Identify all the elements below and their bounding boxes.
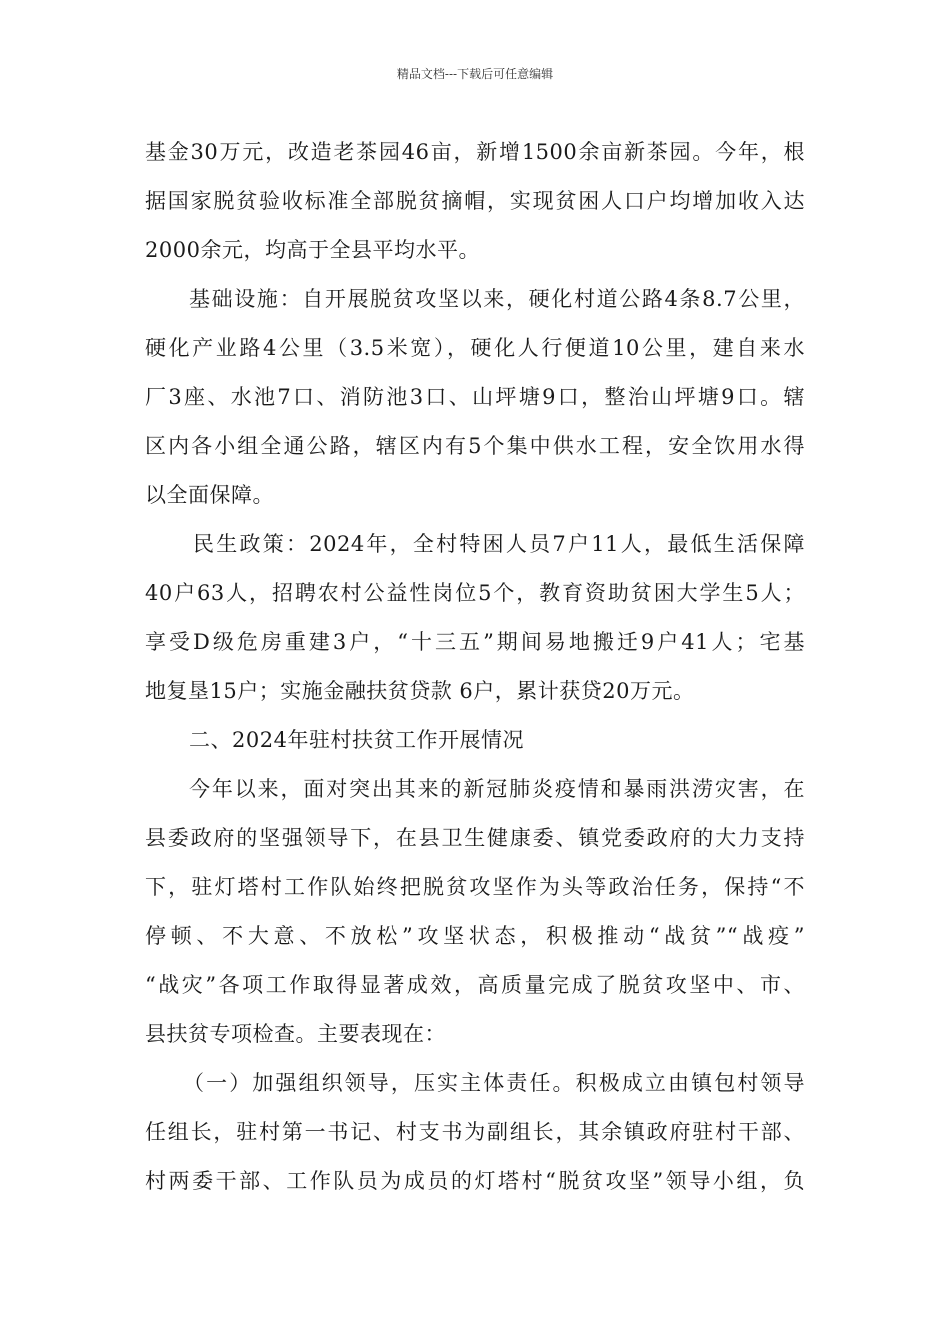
text-line: 厂3座、水池7口、消防池3口、山坪塘9口，整治山坪塘9口。辖 — [145, 385, 805, 409]
section-title: 二、2024年驻村扶贫工作开展情况 — [189, 728, 524, 752]
text-line: 基础设施：自开展脱贫攻坚以来，硬化村道公路4条8.7公里， — [189, 287, 805, 311]
text-line: 停顿、不大意、不放松”攻坚状态，积极推动“战贫”“战疫” — [145, 924, 805, 948]
text-line: 县委政府的坚强领导下，在县卫生健康委、镇党委政府的大力支持 — [145, 826, 805, 850]
text-line: 基金30万元，改造老茶园46亩，新增1500余亩新茶园。今年，根 — [145, 140, 805, 164]
text-line: （一）加强组织领导，压实主体责任。积极成立由镇包村领导 — [183, 1071, 805, 1095]
text-line: 区内各小组全通公路，辖区内有5个集中供水工程，安全饮用水得 — [145, 434, 805, 458]
page-header: 精品文档---下载后可任意编辑 — [396, 67, 554, 81]
paragraph-organization — [145, 1059, 805, 1206]
text-line: 40户63人，招聘农村公益性岗位5个，教育资助贫困大学生5人； — [145, 581, 805, 605]
paragraph-work-overview — [145, 765, 805, 1059]
paragraph-infrastructure — [145, 275, 805, 520]
text-line: 村两委干部、工作队员为成员的灯塔村“脱贫攻坚”领导小组，负 — [145, 1169, 805, 1193]
text-line: 以全面保障。 — [145, 483, 274, 507]
document-body — [145, 128, 805, 1206]
paragraph-tea-garden — [145, 128, 805, 275]
text-line: 2000余元，均高于全县平均水平。 — [145, 238, 480, 262]
text-line: “战灾”各项工作取得显著成效，高质量完成了脱贫攻坚中、市、 — [145, 973, 805, 997]
text-line: 民生政策：2024年，全村特困人员7户11人，最低生活保障 — [193, 532, 805, 556]
text-line: 县扶贫专项检查。主要表现在： — [145, 1022, 446, 1046]
text-line: 硬化产业路4公里（3.5米宽），硬化人行便道10公里，建自来水 — [145, 336, 805, 360]
text-line: 享受D级危房重建3户，“十三五”期间易地搬迁9户41人；宅基 — [145, 630, 805, 654]
text-line: 据国家脱贫验收标准全部脱贫摘帽，实现贫困人口户均增加收入达 — [145, 189, 805, 213]
section-heading — [145, 716, 805, 765]
text-line: 下，驻灯塔村工作队始终把脱贫攻坚作为头等政治任务，保持“不 — [145, 875, 805, 899]
text-line: 今年以来，面对突出其来的新冠肺炎疫情和暴雨洪涝灾害，在 — [189, 777, 805, 801]
paragraph-livelihood-policy — [145, 520, 805, 716]
text-line: 任组长，驻村第一书记、村支书为副组长，其余镇政府驻村干部、 — [145, 1120, 805, 1144]
text-line: 地复垦15户；实施金融扶贫贷款 6户，累计获贷20万元。 — [145, 679, 695, 703]
